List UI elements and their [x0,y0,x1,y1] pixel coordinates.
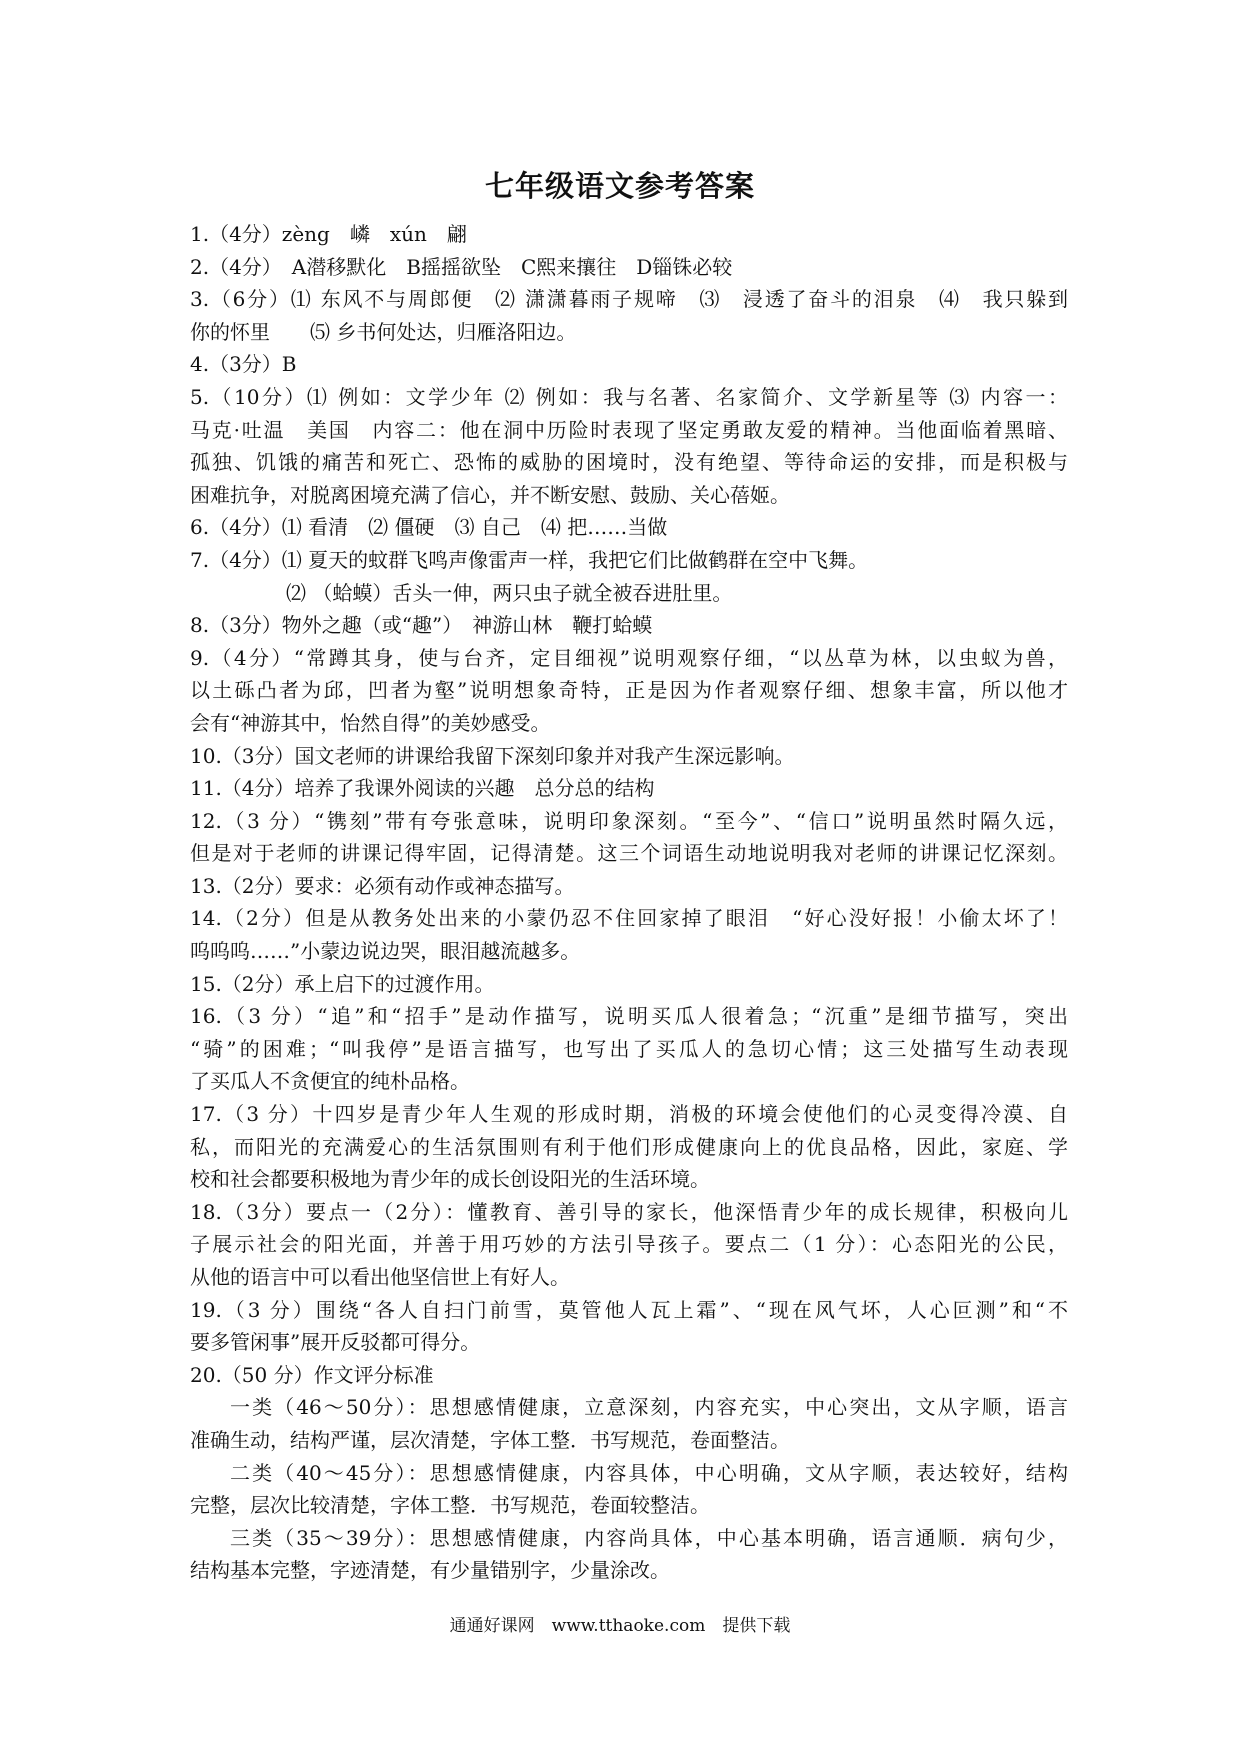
answer-line: 困难抗争，对脱离困境充满了信心，并不断安慰、鼓励、关心蓓姬。 [190,482,790,507]
answer-line: 结构基本完整，字迹清楚，有少量错别字，少量涂改。 [190,1558,670,1583]
answer-line: 2.（4分） A潜移默化 B摇摇欲坠 C熙来攘往 D锱铢必较 [190,254,733,279]
answer-line: 从他的语言中可以看出他坚信世上有好人。 [190,1265,570,1289]
answer-line: 17.（3 分）十四岁是青少年人生观的形成时期，消极的环境会使他们的心灵变得冷漠、自 [190,1102,1068,1127]
answer-body [190,218,1068,1587]
answer-line: 私，而阳光的充满爱心的生活氛围则有利于他们形成健康向上的优良品格，因此，家庭、学 [190,1134,1068,1159]
answer-line: 7.（4分）⑴ 夏天的蚊群飞鸣声像雷声一样，我把它们比做鹤群在空中飞舞。 [190,547,869,572]
answer-line: 16.（3 分）“追”和“招手”是动作描写，说明买瓜人很着急；“沉重”是细节描写，突出 [190,1004,1068,1029]
answer-line: 18.（3分）要点一（2分）：懂教育、善引导的家长，他深悟青少年的成长规律，积极向儿 [190,1199,1068,1224]
answer-line: 4.（3分）B [190,352,297,377]
answer-line: 3.（6分）⑴ 东风不与周郎便 ⑵ 潇潇暮雨子规啼 ⑶ 浸透了奋斗的泪泉 ⑷ 我只躲到 [190,287,1068,312]
answer-line: 12.（3 分）“镌刻”带有夸张意味，说明印象深刻。“至今”、“信口”说明虽然时隔久远， [190,808,1068,833]
answer-line: 你的怀里 ⑸ 乡书何处达，归雁洛阳边。 [190,319,577,344]
answer-line: 1.（4分）zèng 嶙 xún 翩 [190,222,467,246]
answer-line: 准确生动，结构严谨，层次清楚，字体工整．书写规范，卷面整洁。 [190,1427,790,1452]
answer-line: 11.（4分）培养了我课外阅读的兴趣 总分总的结构 [190,776,655,801]
answer-line: 完整，层次比较清楚，字体工整．书写规范，卷面较整洁。 [190,1493,710,1518]
answer-line: 5.（10分）⑴ 例如：文学少年 ⑵ 例如：我与名著、名家简介、文学新星等 ⑶ 内容一： [190,384,1068,409]
answer-line: 但是对于老师的讲课记得牢固，记得清楚。这三个词语生动地说明我对老师的讲课记忆深刻。 [190,841,1068,866]
answer-line: 14.（2分）但是从教务处出来的小蒙仍忍不住回家掉了眼泪 “好心没好报！小偷太坏了！ [190,906,1068,931]
answer-line: 8.（3分）物外之趣（或“趣”） 神游山林 鞭打蛤蟆 [190,613,653,638]
answer-line: 呜呜呜……”小蒙边说边哭，眼泪越流越多。 [190,939,581,964]
answer-line: 一类（46～50分）：思想感情健康，立意深刻，内容充实，中心突出，文从字顺，语言 [230,1395,1068,1420]
answer-line: 13.（2分）要求：必须有动作或神态描写。 [190,873,575,898]
answer-line: 6.（4分）⑴ 看清 ⑵ 僵硬 ⑶ 自己 ⑷ 把……当做 [190,515,668,540]
answer-line: 15.（2分）承上启下的过渡作用。 [190,971,495,996]
answer-line: 20.（50 分）作文评分标准 [190,1362,434,1387]
answer-line: 要多管闲事”展开反驳都可得分。 [190,1330,481,1355]
answer-line: 会有“神游其中，怡然自得”的美妙感受。 [190,710,551,735]
answer-line: 19.（3 分）围绕“各人自扫门前雪，莫管他人瓦上霜”、“现在风气坏，人心叵测”和“不 [190,1297,1068,1322]
answer-line: 10.（3分）国文老师的讲课给我留下深刻印象并对我产生深远影响。 [190,743,795,768]
answer-line: 二类（40～45分）：思想感情健康，内容具体，中心明确，文从字顺，表达较好，结构 [230,1460,1068,1485]
answer-line: 马克·吐温 美国 内容二：他在洞中历险时表现了坚定勇敢友爱的精神。当他面临着黑暗、 [190,417,1068,442]
answer-line: 孤独、饥饿的痛苦和死亡、恐怖的威胁的困境时，没有绝望、等待命运的安排，而是积极与 [190,450,1068,475]
answer-line: ⑵ （蛤蟆）舌头一伸，两只虫子就全被吞进肚里。 [286,580,733,605]
page-title: 七年级语文参考答案 [484,169,755,203]
answer-line: 校和社会都要积极地为青少年的成长创设阳光的生活环境。 [190,1167,710,1192]
answer-line: 三类（35～39分）：思想感情健康，内容尚具体，中心基本明确，语言通顺．病句少， [230,1525,1068,1550]
answer-line: “骑”的困难；“叫我停”是语言描写，也写出了买瓜人的急切心情；这三处描写生动表现 [190,1036,1068,1061]
answer-line: 以土砾凸者为邱，凹者为壑”说明想象奇特，正是因为作者观察仔细、想象丰富，所以他才 [190,678,1068,703]
footer-credit: 通通好课网 www.tthaoke.com 提供下载 [449,1616,791,1636]
answer-line: 了买瓜人不贪便宜的纯朴品格。 [190,1069,470,1094]
answer-line: 9.（4分）“常蹲其身，使与台齐，定目细视”说明观察仔细，“以丛草为林，以虫蚁为兽， [190,645,1068,670]
answer-line: 子展示社会的阳光面，并善于用巧妙的方法引导孩子。要点二（1 分）：心态阳光的公民， [190,1232,1068,1257]
